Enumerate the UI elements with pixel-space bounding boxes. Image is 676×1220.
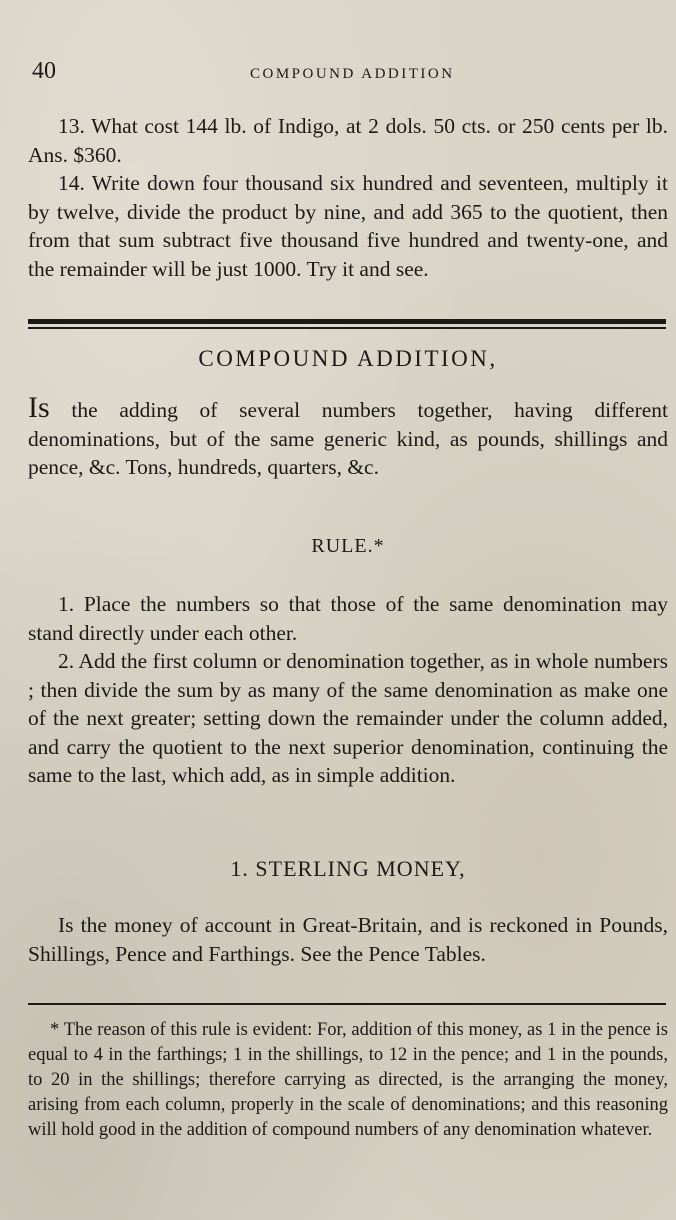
rule-heading: RULE.* [311,535,385,557]
sterling-heading: 1. STERLING MONEY, [230,856,466,881]
problem-14: 14. Write down four thousand six hundred and seventeen, multiply it by twelve, divide the product by nine, and add 365 to the quotient, then from that sum subtract five thousand five hundred and twenty-one, and the remainder will be just 1000. Try it and see. [28,171,668,281]
rule-item-1: 1. Place the numbers so that those of the same denomination may stand directly under each other. [28,592,668,645]
section-divider [28,319,666,331]
definition-dropcap: Is [28,391,50,424]
page-number: 40 [32,58,56,84]
definition-paragraph [28,391,668,482]
footnote [28,1018,668,1143]
problem-13: 13. What cost 144 lb. of Indigo, at 2 dols. 50 cts. or 250 cents per lb. Ans. $360. [28,114,668,167]
running-head [28,58,668,88]
footnote-divider [28,1003,666,1005]
problems [28,112,668,283]
divider-thick-line [28,319,666,324]
rule-item-2: 2. Add the first column or denomination together, as in whole numbers ; then divide the sum by as many of the same denomination as make one of the next greater; setting down the remainder under the column added, and carry the quotient to the next superior denomination, continuing the same to the last, which add, as in simple addition. [28,649,668,787]
running-title: COMPOUND ADDITION [250,66,455,82]
rule-list [28,590,668,790]
sterling-text: Is the money of account in Great-Britain, and is reckoned in Pounds, Shillings, Pence and Farthings. See the Pence Tables. [28,913,668,966]
footnote-text: * The reason of this rule is evident: For, addition of this money, as 1 in the pence is equal to 4 in the farthings; 1 in the shillings, to 12 in the pence; and 1 in the pounds, to 20 in the shillings; therefore carrying as directed, is the arranging the money, arising from each column, properly in the scale of denominations; and this reasoning will hold good in the addition of compound numbers of any denomination whatever. [28,1020,668,1140]
definition-text: the adding of several numbers together, having different denominations, but of the same generic kind, as pounds, shillings and pence, &c. Tons, hundreds, quarters, &c. [28,398,668,479]
sterling-paragraph [28,911,668,968]
divider-thin-line [28,327,666,329]
section-heading: COMPOUND ADDITION, [198,346,498,371]
